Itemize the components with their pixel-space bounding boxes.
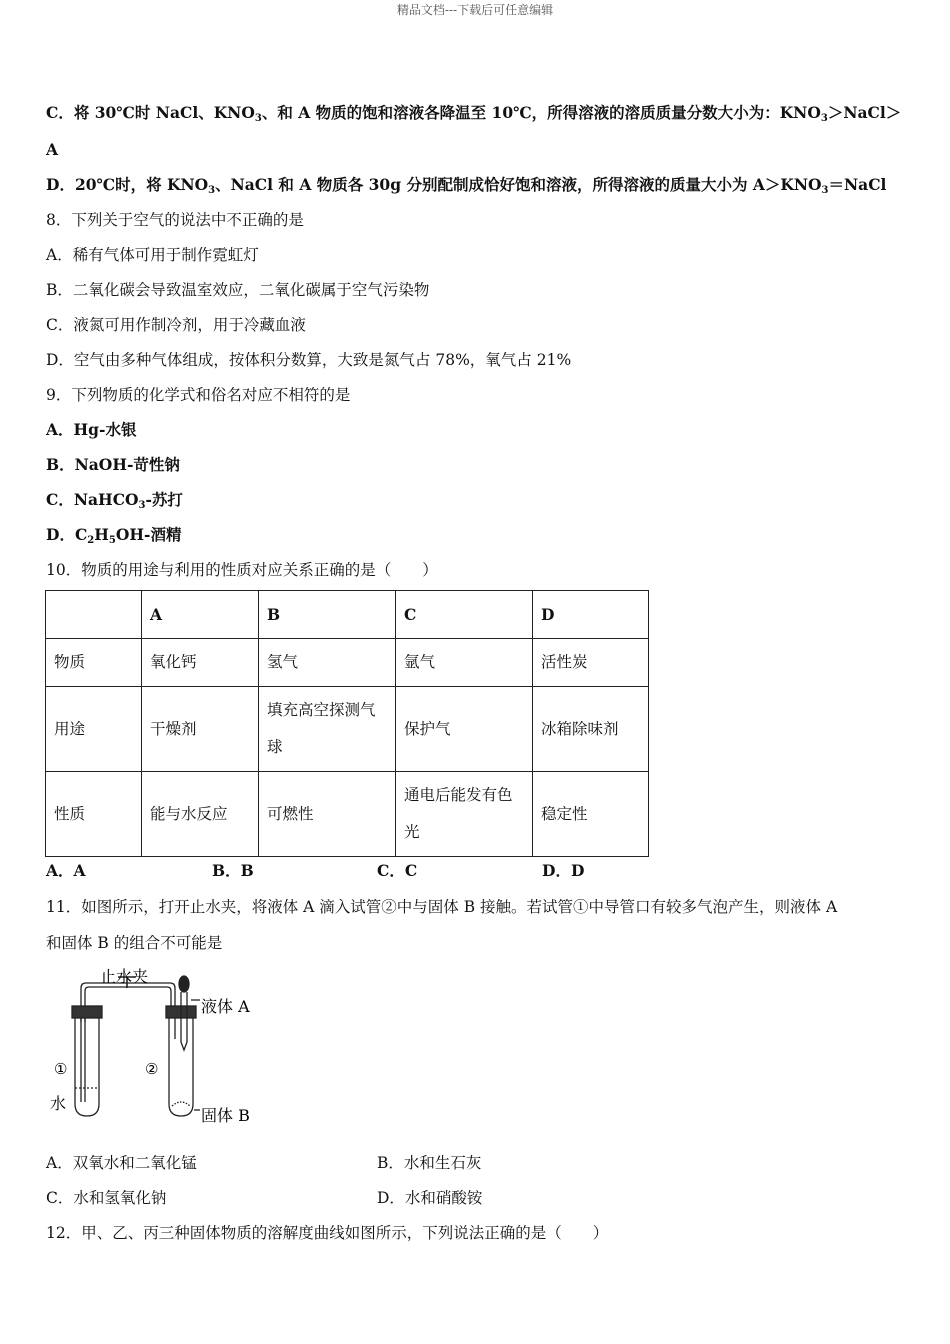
q10-option-b: B．B [212, 861, 254, 880]
q10-cell: 能与水反应 [142, 772, 259, 857]
q10-cell: 氩气 [396, 639, 533, 687]
q10-cell: 冰箱除味剂 [533, 687, 649, 772]
q7-option-d [46, 175, 886, 195]
q10-header-cell-b: B [259, 591, 396, 639]
clamp-label: 止水夹 [100, 967, 149, 986]
q10-option-d: D．D [542, 861, 585, 880]
q11-option-a: A．双氧水和二氧化锰 [46, 1154, 197, 1172]
q9-d-text-3: OH-酒精 [115, 525, 182, 544]
q8-stem: 8．下列关于空气的说法中不正确的是 [46, 211, 304, 229]
q11-option-c: C．水和氢氧化钠 [46, 1189, 167, 1207]
q10-table [45, 590, 649, 857]
q10-cell: 活性炭 [533, 639, 649, 687]
solid-b-particles [172, 1102, 190, 1106]
q10-cell: 氧化钙 [142, 639, 259, 687]
q10-cell: 干燥剂 [142, 687, 259, 772]
q9-option-d [46, 525, 181, 545]
page-header: 精品文档---下载后可任意编辑 [396, 3, 554, 17]
q11-option-d: D．水和硝酸铵 [377, 1189, 483, 1207]
q9-d-text-2: H [94, 525, 109, 544]
q10-table-row [46, 687, 649, 772]
q10-cell: 保护气 [396, 687, 533, 772]
q12-stem: 12．甲、乙、丙三种固体物质的溶解度曲线如图所示，下列说法正确的是（ ） [46, 1224, 609, 1242]
q9-d-sub-2: 5 [108, 535, 116, 546]
dropper-bulb [179, 976, 189, 992]
q10-cell: 用途 [46, 687, 142, 772]
q7-d-sub-2: 3 [821, 185, 829, 196]
water-label: 水 [50, 1094, 67, 1113]
q9-d-sub-1: 2 [87, 535, 95, 546]
q10-table-header-row [46, 591, 649, 639]
q9-c-text-2: -苏打 [145, 490, 183, 509]
q10-cell: 稳定性 [533, 772, 649, 857]
tube2-label: ② [145, 1060, 159, 1078]
q7-c-text-1: C．将 30℃时 NaCl、KNO [46, 103, 255, 122]
q10-header-cell-d: D [533, 591, 649, 639]
q11-option-b: B．水和生石灰 [377, 1154, 482, 1172]
q10-cell: 氢气 [259, 639, 396, 687]
q10-header-cell-c: C [396, 591, 533, 639]
q8-option-d: D．空气由多种气体组成，按体积分数算，大致是氮气占 78%，氧气占 21% [46, 351, 572, 369]
q11-stem-line-2: 和固体 B 的组合不可能是 [46, 934, 223, 952]
q10-cell: 通电后能发有色光 [396, 772, 533, 857]
q7-d-sub-1: 3 [208, 185, 216, 196]
q10-stem: 10．物质的用途与利用的性质对应关系正确的是（ ） [46, 561, 438, 579]
q9-option-b: B．NaOH-苛性钠 [46, 455, 180, 474]
q10-option-a: A．A [46, 861, 86, 880]
tube1-stopper [72, 1006, 102, 1018]
q9-c-sub: 3 [138, 500, 146, 511]
q10-header-cell-0 [46, 591, 142, 639]
q7-c-sub-2: 3 [820, 113, 828, 124]
q10-cell: 填充高空探测气球 [259, 687, 396, 772]
solid-b-label: 固体 B [201, 1106, 250, 1125]
q8-option-a: A．稀有气体可用于制作霓虹灯 [46, 246, 259, 264]
q10-table-row [46, 772, 649, 857]
tube1-label: ① [54, 1060, 68, 1078]
q7-option-c-continued: A [46, 140, 59, 159]
q10-option-c: C．C [377, 861, 418, 880]
q10-cell: 性质 [46, 772, 142, 857]
q10-cell: 可燃性 [259, 772, 396, 857]
q7-d-text-3: ＝NaCl [828, 175, 887, 194]
q9-c-text-1: C．NaHCO [46, 490, 139, 509]
q9-stem: 9．下列物质的化学式和俗名对应不相符的是 [46, 386, 351, 404]
q7-c-text-3: ＞NaCl＞ [827, 103, 902, 122]
q10-table-row [46, 639, 649, 687]
q9-d-text-1: D．C [46, 525, 88, 544]
liquid-a-label: 液体 A [201, 997, 250, 1016]
q9-option-c [46, 490, 183, 510]
q8-option-b: B．二氧化碳会导致温室效应，二氧化碳属于空气污染物 [46, 281, 430, 299]
dropper-tube [181, 992, 187, 1050]
q10-cell: 物质 [46, 639, 142, 687]
q8-option-c: C．液氮可用作制冷剂，用于冷藏血液 [46, 316, 306, 334]
q11-stem-line-1: 11．如图所示，打开止水夹，将液体 A 滴入试管②中与固体 B 接触。若试管①中导管口有较多气泡产生，则液体 A [46, 898, 838, 916]
tube1-body [75, 1018, 99, 1116]
q7-c-text-2: 、和 A 物质的饱和溶液各降温至 10℃，所得溶液的溶质质量分数大小为：KNO [261, 103, 821, 122]
q10-header-cell-a: A [142, 591, 259, 639]
q7-c-sub-1: 3 [254, 113, 262, 124]
q7-option-c [46, 103, 901, 123]
q9-option-a: A．Hg-水银 [46, 420, 137, 439]
q11-apparatus-diagram [48, 964, 268, 1134]
q7-d-text-2: 、NaCl 和 A 物质各 30g 分别配制成恰好饱和溶液，所得溶液的质量大小为 A＞KNO [215, 175, 822, 194]
q7-d-text-1: D．20℃时，将 KNO [46, 175, 209, 194]
